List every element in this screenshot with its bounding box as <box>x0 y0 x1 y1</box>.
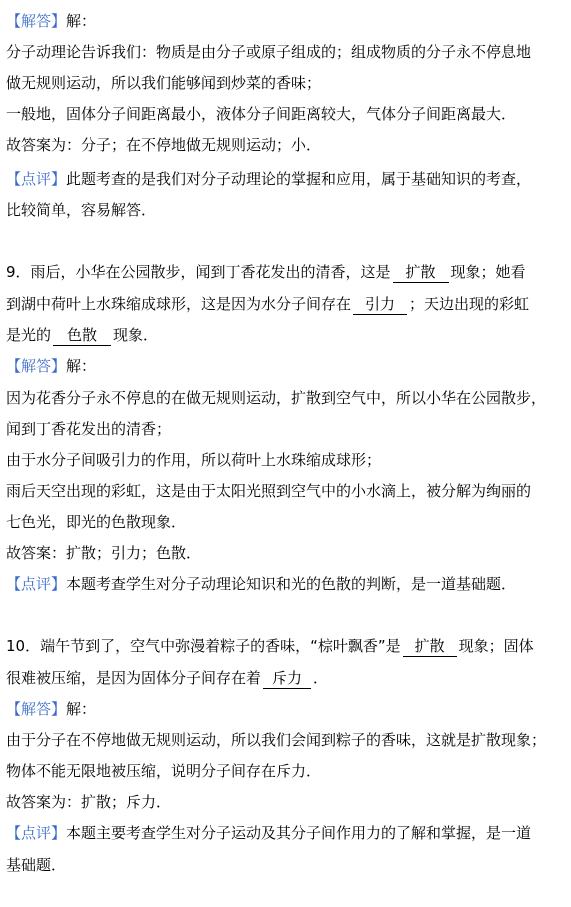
question-text: 是光的 <box>6 326 52 344</box>
question-text: ；天边出现的彩虹 <box>409 295 530 313</box>
comment-text-line: 比较简单，容易解答． <box>6 201 157 219</box>
solution-heading <box>6 6 96 36</box>
comment-text: 本题考查学生对分子动理论知识和光的色散的判断，是一道基础题． <box>66 575 517 593</box>
comment-line <box>6 164 531 194</box>
solution-text-line: 故答案为：分子；在不停地做无规则运动；小． <box>6 136 322 154</box>
question-text: 到湖中荷叶上水珠缩成球形，这是因为水分子间存在 <box>6 295 352 313</box>
solution-text-line: 故答案为：扩散；斥力． <box>6 793 172 811</box>
solution-text-line: 闻到丁香花发出的清香； <box>6 420 172 438</box>
comment-tag: 【点评】 <box>6 575 67 593</box>
question-text: 很难被压缩，是因为固体分子间存在着 <box>6 669 262 687</box>
answer-blank: 扩散 <box>393 262 449 283</box>
solution-tag: 【解答】 <box>6 12 67 30</box>
solution-suffix: 解： <box>66 12 97 30</box>
question-text: 10．端午节到了，空气中弥漫着粽子的香味，“棕叶飘香”是 <box>6 637 401 655</box>
solution-suffix: 解： <box>66 357 97 375</box>
comment-tag: 【点评】 <box>6 824 67 842</box>
solution-heading <box>6 694 96 724</box>
solution-text-line: 雨后天空出现的彩虹，这是由于太阳光照到空气中的小水滴上，被分解为绚丽的 <box>6 482 532 500</box>
solution-suffix: 解： <box>66 700 97 718</box>
solution-text-line: 七色光，即光的色散现象． <box>6 513 187 531</box>
question-10-line-1 <box>6 631 534 661</box>
answer-blank: 色散 <box>53 325 111 346</box>
answer-blank: 扩散 <box>403 636 457 657</box>
question-9-line-2 <box>6 289 529 319</box>
comment-tag: 【点评】 <box>6 170 67 188</box>
solution-heading <box>6 351 96 381</box>
solution-text-line: 物体不能无限地被压缩，说明分子间存在斥力． <box>6 762 322 780</box>
solution-text-line: 由于水分子间吸引力的作用，所以荷叶上水珠缩成球形； <box>6 451 382 469</box>
answer-blank: 引力 <box>353 294 407 315</box>
question-9-line-1 <box>6 257 526 287</box>
question-text: 9．雨后，小华在公园散步，闻到丁香花发出的清香，这是 <box>6 263 391 281</box>
solution-tag: 【解答】 <box>6 357 67 375</box>
answer-blank: 斥力 <box>263 668 311 689</box>
question-text: 现象；固体 <box>458 637 534 655</box>
comment-line <box>6 569 516 599</box>
solution-text-line: 故答案：扩散；引力；色散． <box>6 544 202 562</box>
solution-tag: 【解答】 <box>6 700 67 718</box>
solution-text-line: 做无规则运动，所以我们能够闻到炒菜的香味； <box>6 74 322 92</box>
comment-line <box>6 818 531 848</box>
question-text: 现象． <box>113 326 159 344</box>
comment-text: 本题主要考查学生对分子运动及其分子间作用力的了解和掌握，是一道 <box>66 824 532 842</box>
solution-text-line: 因为花香分子永不停息的在做无规则运动，扩散到空气中，所以小华在公园散步， <box>6 389 547 407</box>
comment-text-line: 基础题． <box>6 856 67 874</box>
question-text: 现象；她看 <box>450 263 526 281</box>
question-10-line-2 <box>6 663 328 693</box>
solution-text-line: 一般地，固体分子间距离最小，液体分子间距离较大，气体分子间距离最大． <box>6 105 517 123</box>
question-text: ． <box>313 669 329 687</box>
solution-text-line: 由于分子在不停地做无规则运动，所以我们会闻到粽子的香味，这就是扩散现象； <box>6 731 547 749</box>
question-9-line-3 <box>6 320 158 350</box>
solution-text-line: 分子动理论告诉我们：物质是由分子或原子组成的；组成物质的分子永不停息地 <box>6 43 532 61</box>
comment-text: 此题考查的是我们对分子动理论的掌握和应用，属于基础知识的考查， <box>66 170 532 188</box>
